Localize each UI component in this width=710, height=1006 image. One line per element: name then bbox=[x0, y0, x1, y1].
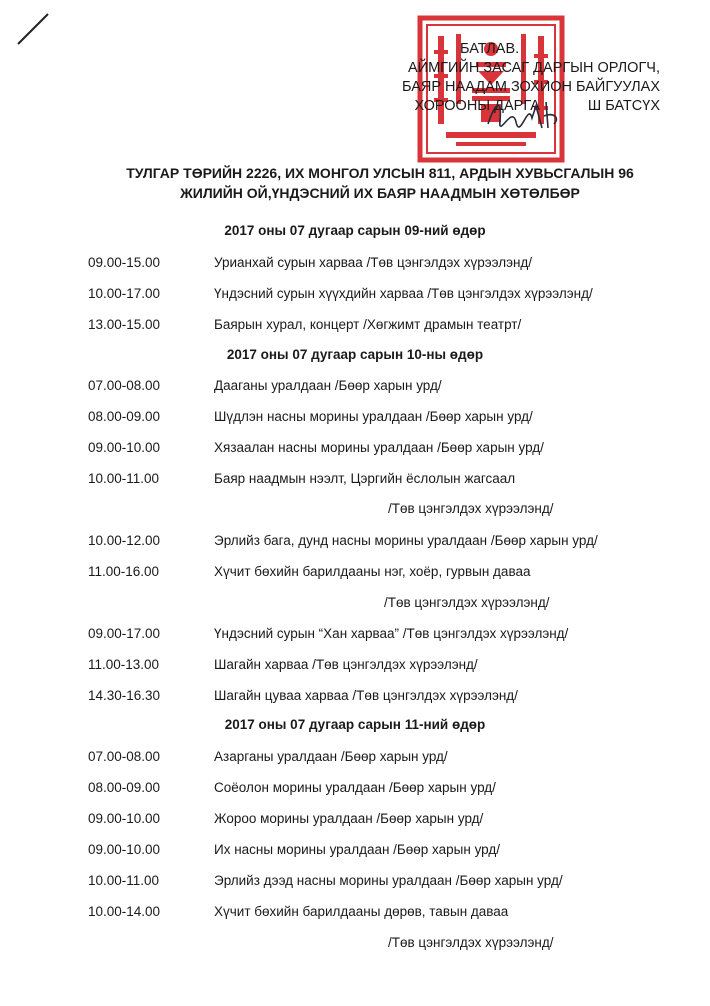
pen-stroke-mark bbox=[14, 10, 54, 50]
approver-name: Ш БАТСҮХ bbox=[587, 98, 660, 114]
day-heading-09: 2017 оны 07 дугаар сарын 09-ний өдөр bbox=[224, 223, 486, 238]
approver-position-line-1: АЙМГИЙН ЗАСАГ ДАРГЫН ОРЛОГЧ, bbox=[407, 60, 660, 76]
event-description: Баяр наадмын нээлт, Цэргийн ёслолын жагсаал bbox=[214, 471, 516, 486]
event-description: Хүчит бөхийн барилдааны дөрөв, тавын даваа bbox=[214, 904, 509, 919]
approver-position-line-2: БАЯР НААДАМ ЗОХИОН БАЙГУУЛАХ bbox=[402, 79, 660, 95]
event-time: 09.00-10.00 bbox=[88, 811, 161, 826]
event-time: 10.00-11.00 bbox=[88, 471, 160, 486]
approver-position-line-3: ХОРООНЫ ДАРГА bbox=[414, 98, 540, 114]
title-line-2: ЖИЛИЙН ОЙ,ҮНДЭСНИЙ ИХ БАЯР НААДМЫН ХӨТӨЛБӨР bbox=[180, 185, 580, 201]
event-time: 08.00-09.00 bbox=[88, 409, 161, 424]
event-time: 13.00-15.00 bbox=[88, 317, 161, 332]
event-description: Урианхай сурын харваа /Төв цэнгэлдэх хүрээлэнд/ bbox=[214, 255, 533, 270]
event-description: Хүчит бөхийн барилдааны нэг, хоёр, гурвын даваа bbox=[214, 564, 531, 579]
event-description: Шүдлэн насны морины уралдаан /Бөөр харын урд/ bbox=[214, 409, 533, 424]
event-description: Баярын хурал, концерт /Хөгжимт драмын театрт/ bbox=[214, 317, 522, 332]
day-heading-11: 2017 оны 07 дугаар сарын 11-ний өдөр bbox=[224, 717, 486, 732]
title-line-1: ТУЛГАР ТӨРИЙН 2226, ИХ МОНГОЛ УЛСЫН 811, АРДЫН ХУВЬСГАЛЫН 96 bbox=[126, 165, 634, 181]
event-time: 09.00-10.00 bbox=[88, 842, 161, 857]
event-time: 10.00-14.00 bbox=[88, 904, 161, 919]
event-time: 08.00-09.00 bbox=[88, 780, 161, 795]
event-time: 10.00-17.00 bbox=[88, 286, 161, 301]
event-description: Шагайн цуваа харваа /Төв цэнгэлдэх хүрээлэнд/ bbox=[214, 688, 518, 703]
event-time: 07.00-08.00 bbox=[88, 749, 161, 764]
event-description: Үндэсний сурын хүүхдийн харваа /Төв цэнгэлдэх хүрээлэнд/ bbox=[214, 286, 593, 301]
event-time: 11.00-13.00 bbox=[88, 657, 160, 672]
event-description: Хязаалан насны морины уралдаан /Бөөр харын урд/ bbox=[214, 440, 544, 455]
event-time: 07.00-08.00 bbox=[88, 378, 161, 393]
event-time: 11.00-16.00 bbox=[88, 564, 160, 579]
day-heading-10: 2017 оны 07 дугаар сарын 10-ны өдөр bbox=[226, 347, 484, 362]
event-time: 09.00-15.00 bbox=[88, 255, 161, 270]
event-location-continuation: /Төв цэнгэлдэх хүрээлэнд/ bbox=[384, 595, 550, 610]
event-time: 09.00-10.00 bbox=[88, 440, 161, 455]
event-description: Шагайн харваа /Төв цэнгэлдэх хүрээлэнд/ bbox=[214, 657, 478, 672]
event-description: Үндэсний сурын “Хан харваа” /Төв цэнгэлдэх хүрээлэнд/ bbox=[214, 626, 569, 641]
event-description: Их насны морины уралдаан /Бөөр харын урд/ bbox=[214, 842, 500, 857]
event-time: 10.00-11.00 bbox=[88, 873, 160, 888]
handwritten-signature bbox=[484, 94, 564, 134]
approved-label: БАТЛАВ. bbox=[460, 41, 520, 57]
event-description: Жороо морины уралдаан /Бөөр харын урд/ bbox=[214, 811, 484, 826]
event-time: 14.30-16.30 bbox=[88, 688, 161, 703]
event-location-continuation: /Төв цэнгэлдэх хүрээлэнд/ bbox=[388, 501, 554, 516]
event-location-continuation: /Төв цэнгэлдэх хүрээлэнд/ bbox=[388, 935, 554, 950]
event-description: Эрлийз бага, дунд насны морины уралдаан /Бөөр харын урд/ bbox=[214, 533, 598, 548]
document-title bbox=[110, 163, 650, 203]
event-description: Дааганы уралдаан /Бөөр харын урд/ bbox=[214, 378, 442, 393]
event-description: Соёолон морины уралдаан /Бөөр харын урд/ bbox=[214, 780, 496, 795]
event-time: 10.00-12.00 bbox=[88, 533, 161, 548]
event-time: 09.00-17.00 bbox=[88, 626, 161, 641]
event-description: Азарганы уралдаан /Бөөр харын урд/ bbox=[214, 749, 448, 764]
event-description: Эрлийз дээд насны морины уралдаан /Бөөр харын урд/ bbox=[214, 873, 563, 888]
